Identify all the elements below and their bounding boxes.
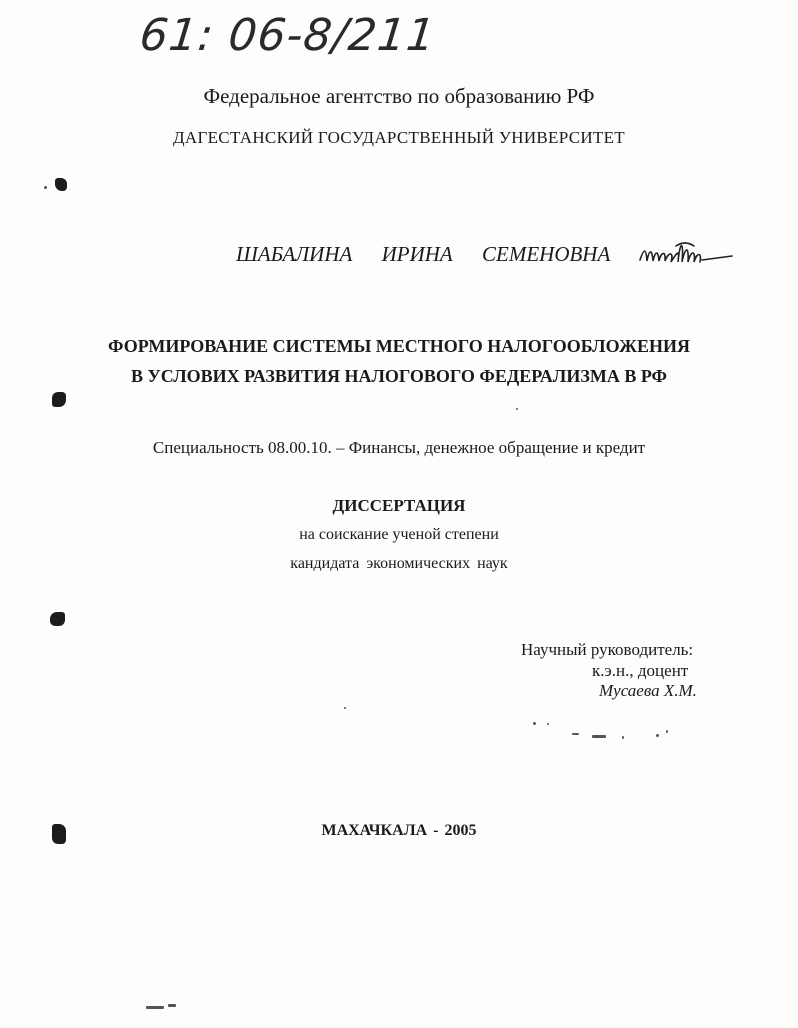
scan-speck	[622, 736, 624, 739]
scan-speck	[656, 734, 659, 737]
scan-speck	[344, 707, 346, 709]
specialty: Специальность 08.00.10. – Финансы, денежное обращение и кредит	[152, 438, 646, 457]
scan-speck	[146, 1006, 164, 1009]
binding-mark	[52, 824, 66, 844]
thesis-title-line-2: В УСЛОВИХ РАЗВИТИЯ НАЛОГОВОГО ФЕДЕРАЛИЗМА В РФ	[131, 366, 667, 386]
binding-mark	[52, 392, 66, 407]
scan-speck	[44, 186, 47, 189]
scan-speck	[666, 730, 668, 733]
scan-speck	[516, 408, 518, 410]
catalog-number: 61: 06-8/211	[137, 10, 439, 61]
scan-speck	[592, 735, 606, 738]
university-name: ДАГЕСТАНСКИЙ ГОСУДАРСТВЕННЫЙ УНИВЕРСИТЕТ	[173, 128, 625, 147]
scan-speck	[168, 1004, 176, 1007]
advisor-name: Мусаева Х.М.	[599, 681, 697, 700]
agency-name: Федеральное агентство по образованию РФ	[203, 84, 595, 108]
author-name: ШАБАЛИНА ИРИНА СЕМЕНОВНА	[236, 242, 611, 266]
document-type: ДИССЕРТАЦИЯ	[332, 496, 466, 515]
scan-speck	[533, 722, 536, 725]
scan-speck	[572, 733, 579, 735]
advisor-label: Научный руководитель:	[521, 640, 694, 659]
degree-line-2: кандидата экономических наук	[290, 555, 508, 572]
thesis-title-line-1: ФОРМИРОВАНИЕ СИСТЕМЫ МЕСТНОГО НАЛОГООБЛОЖЕНИЯ	[108, 336, 690, 356]
advisor-degree: к.э.н., доцент	[592, 661, 689, 680]
binding-mark	[50, 612, 65, 626]
author-signature	[636, 234, 746, 274]
degree-line-1: на соискание ученой степени	[299, 526, 499, 543]
city-year: МАХАЧКАЛА - 2005	[321, 822, 477, 839]
scan-speck	[547, 723, 549, 725]
binding-mark	[55, 178, 67, 191]
